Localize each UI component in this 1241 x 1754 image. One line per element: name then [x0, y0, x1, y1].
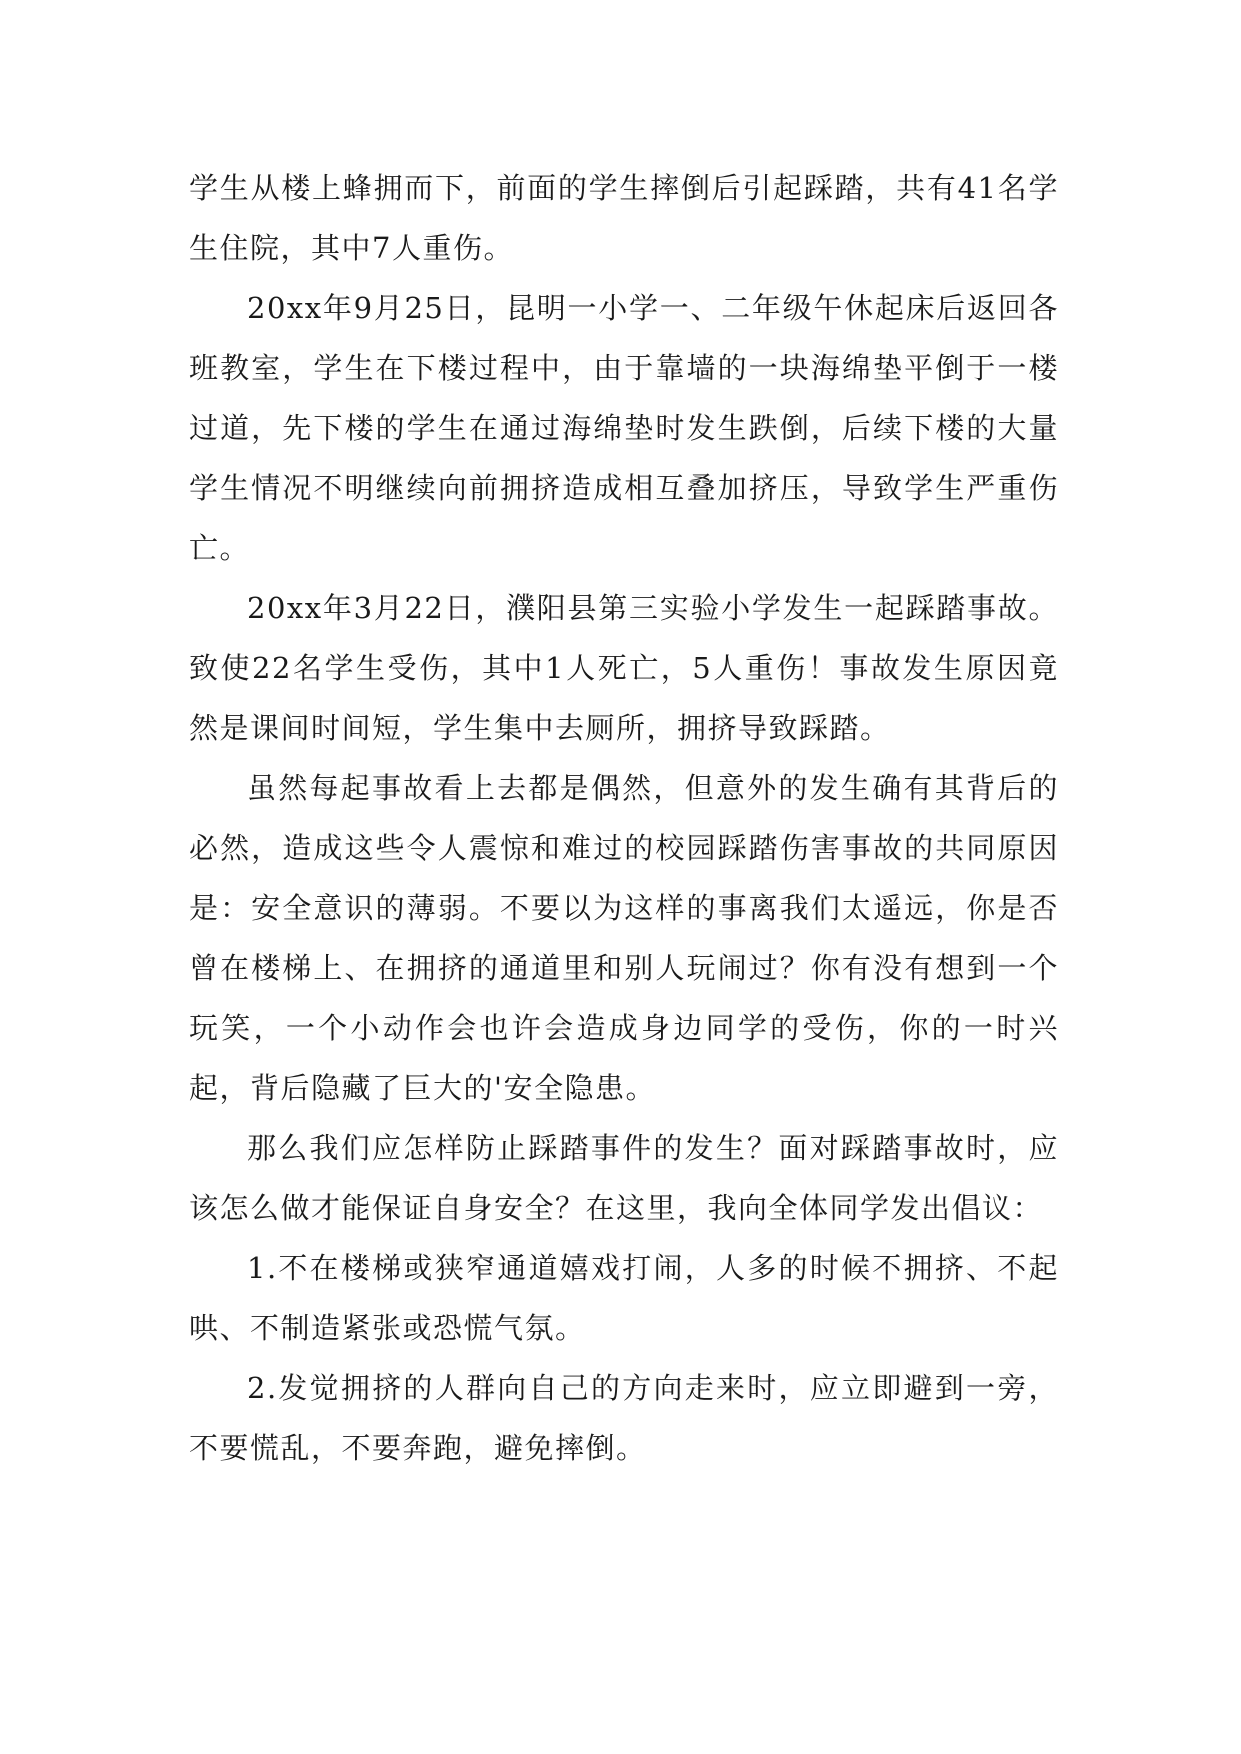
paragraph-kunming-incident: 20xx年9月25日，昆明一小学一、二年级午休起床后返回各班教室，学生在下楼过程中，由于靠墙的一块海绵垫平倒于一楼过道，先下楼的学生在通过海绵垫时发生跌倒，后续下楼的大量学生情况不明继续向前拥挤造成相互叠加挤压，导致学生严重伤亡。 — [189, 291, 1059, 565]
paragraph-proposal-item-1: 1.不在楼梯或狭窄通道嬉戏打闹，人多的时候不拥挤、不起哄、不制造紧张或恐慌气氛。 — [189, 1251, 1059, 1345]
paragraph-proposal-item-2: 2.发觉拥挤的人群向自己的方向走来时，应立即避到一旁，不要慌乱，不要奔跑，避免摔倒。 — [189, 1371, 1059, 1465]
paragraph-common-cause: 虽然每起事故看上去都是偶然，但意外的发生确有其背后的必然，造成这些令人震惊和难过的校园踩踏伤害事故的共同原因是：安全意识的薄弱。不要以为这样的事离我们太遥远，你是否曾在楼梯上、在拥挤的通道里和别人玩闹过？你有没有想到一个玩笑，一个小动作会也许会造成身边同学的受伤，你的一时兴起，背后隐藏了巨大的'安全隐患。 — [189, 771, 1059, 1105]
document-body — [189, 158, 1059, 1478]
paragraph-incident-41-students: 学生从楼上蜂拥而下，前面的学生摔倒后引起踩踏，共有41名学生住院，其中7人重伤。 — [189, 171, 1059, 265]
paragraph-proposal-intro: 那么我们应怎样防止踩踏事件的发生？面对踩踏事故时，应该怎么做才能保证自身安全？在这里，我向全体同学发出倡议： — [189, 1131, 1059, 1225]
paragraph-puyang-incident: 20xx年3月22日，濮阳县第三实验小学发生一起踩踏事故。致使22名学生受伤，其中1人死亡，5人重伤！事故发生原因竟然是课间时间短，学生集中去厕所，拥挤导致踩踏。 — [189, 591, 1059, 745]
